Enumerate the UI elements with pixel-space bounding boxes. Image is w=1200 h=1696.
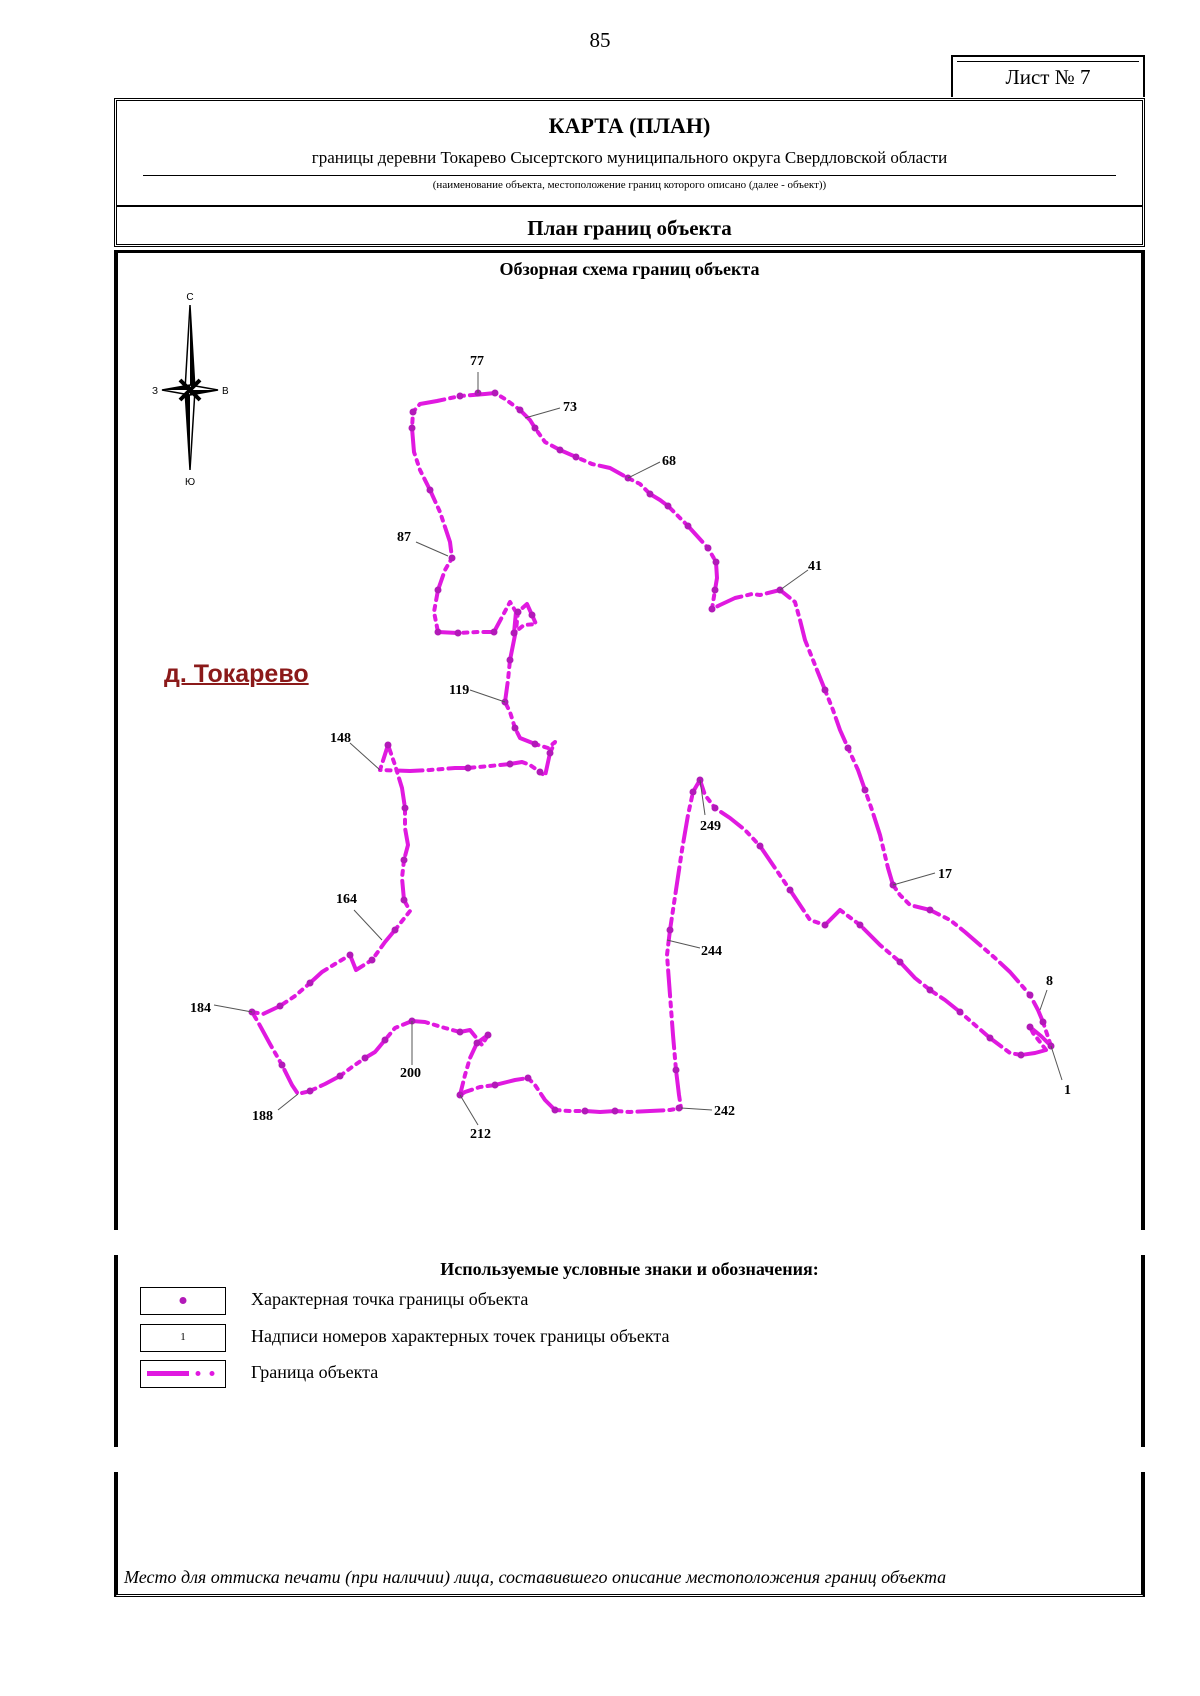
boundary-point: [485, 1032, 492, 1039]
boundary-point: [525, 1075, 532, 1082]
point-label: 184: [190, 1001, 211, 1016]
point-label: 1: [1064, 1083, 1071, 1098]
boundary-point: [382, 1037, 389, 1044]
boundary-point: [673, 1067, 680, 1074]
map-title: Обзорная схема границ объекта: [499, 259, 760, 279]
boundary-point: [705, 545, 712, 552]
legend-title: Используемые условные знаки и обозначения:: [440, 1259, 819, 1279]
boundary-point: [822, 922, 829, 929]
sheet-number-box: Лист № 7: [951, 55, 1145, 97]
boundary-point: [787, 887, 794, 894]
boundary-point: [927, 987, 934, 994]
point-label: 68: [662, 454, 676, 469]
boundary-point: [713, 559, 720, 566]
boundary-point: [337, 1073, 344, 1080]
boundary-point: [1027, 992, 1034, 999]
boundary-point: [435, 629, 442, 636]
boundary-point: [1040, 1019, 1047, 1026]
plan-title: План границ объекта: [527, 216, 732, 240]
boundary-point: [515, 609, 522, 616]
boundary-point: [392, 927, 399, 934]
boundary-point: [857, 922, 864, 929]
point-label: 164: [336, 892, 357, 907]
stamp-caption: Место для оттиска печати (при наличии) лица, составившего описание местоположения границ объекта: [124, 1567, 947, 1587]
boundary-point: [279, 1062, 286, 1069]
legend-item-label: Граница объекта: [251, 1362, 379, 1382]
village-label: д. Токарево: [164, 660, 309, 688]
boundary-point: [401, 857, 408, 864]
boundary-point: [712, 805, 719, 812]
boundary-point: [547, 750, 554, 757]
legend-point-symbol: [140, 1287, 226, 1315]
boundary-point: [557, 447, 564, 454]
boundary-point: [1018, 1052, 1025, 1059]
boundary-point: [957, 1009, 964, 1016]
boundary-point: [537, 769, 544, 776]
boundary-point: [987, 1035, 994, 1042]
boundary-point: [402, 805, 409, 812]
point-label: 188: [252, 1109, 273, 1124]
compass-north: С: [186, 292, 194, 303]
point-label: 41: [808, 559, 822, 574]
object-boundary-line: [252, 393, 1051, 1112]
boundary-point: [307, 1088, 314, 1095]
legend-label-symbol: 1: [140, 1324, 226, 1352]
boundary-point: [449, 555, 456, 562]
boundary-point: [511, 630, 518, 637]
boundary-symbol-icon: [141, 1361, 224, 1386]
boundary-point: [512, 725, 519, 732]
boundary-point: [347, 952, 354, 959]
boundary-point: [532, 741, 539, 748]
boundary-point: [401, 897, 408, 904]
boundary-point: [845, 745, 852, 752]
boundary-point: [927, 907, 934, 914]
point-label: 77: [470, 354, 484, 369]
point-symbol-icon: [141, 1288, 224, 1313]
boundary-point: [492, 1082, 499, 1089]
boundary-point: [667, 927, 674, 934]
point-label: 212: [470, 1127, 491, 1142]
boundary-point: [362, 1055, 369, 1062]
compass-south: Ю: [184, 477, 196, 488]
page-number: 85: [589, 28, 611, 52]
point-label: 244: [701, 944, 722, 959]
point-label: 200: [400, 1066, 421, 1081]
boundary-point: [277, 1003, 284, 1010]
boundary-point: [385, 742, 392, 749]
boundary-point: [757, 843, 764, 850]
characteristic-points: [249, 390, 1055, 1115]
boundary-point: [492, 390, 499, 397]
boundary-point: [427, 487, 434, 494]
boundary-point: [457, 1029, 464, 1036]
boundary-point: [491, 629, 498, 636]
boundary-point: [582, 1108, 589, 1115]
point-label: 148: [330, 731, 351, 746]
boundary-point: [457, 393, 464, 400]
boundary-point: [532, 425, 539, 432]
boundary-point: [573, 454, 580, 461]
boundary-point: [612, 1108, 619, 1115]
boundary-point: [685, 523, 692, 530]
boundary-point: [897, 959, 904, 966]
boundary-point: [507, 761, 514, 768]
point-label: 87: [397, 530, 411, 545]
object-description: границы деревни Токарево Сысертского муниципального округа Свердловской области: [311, 148, 948, 167]
legend-section: [114, 1255, 1145, 1447]
boundary-point: [507, 657, 514, 664]
boundary-point: [455, 630, 462, 637]
point-label: 17: [938, 867, 952, 882]
stamp-area: [114, 1472, 1145, 1597]
boundary-point: [822, 687, 829, 694]
boundary-point: [709, 606, 716, 613]
boundary-point: [517, 407, 524, 414]
boundary-point: [307, 980, 314, 987]
document-title: КАРТА (ПЛАН): [548, 113, 711, 138]
description-note: (наименование объекта, местоположение границ которого описано (далее - объект)): [432, 179, 827, 191]
boundary-point: [690, 789, 697, 796]
legend-item-label: Надписи номеров характерных точек границы объекта: [251, 1326, 670, 1346]
compass-east: В: [222, 386, 229, 397]
boundary-point: [409, 425, 416, 432]
boundary-point: [435, 587, 442, 594]
point-label: 73: [563, 400, 577, 415]
boundary-point: [1027, 1024, 1034, 1031]
compass-west: З: [151, 386, 158, 397]
boundary-point: [529, 612, 536, 619]
point-labels: [190, 354, 1071, 1142]
boundary-point: [552, 1107, 559, 1114]
point-label: 119: [449, 683, 470, 698]
boundary-point: [862, 787, 869, 794]
boundary-point: [647, 491, 654, 498]
point-label: 249: [700, 819, 721, 834]
legend-item-label: Характерная точка границы объекта: [251, 1289, 529, 1309]
point-label: 8: [1046, 974, 1053, 989]
legend-boundary-symbol: [140, 1360, 226, 1388]
point-label: 242: [714, 1104, 735, 1119]
boundary-point: [665, 503, 672, 510]
compass-rose-icon: [152, 292, 229, 488]
boundary-point: [410, 409, 417, 416]
boundary-point: [712, 587, 719, 594]
boundary-point: [465, 765, 472, 772]
boundary-point: [369, 957, 376, 964]
boundary-point: [474, 1040, 481, 1047]
